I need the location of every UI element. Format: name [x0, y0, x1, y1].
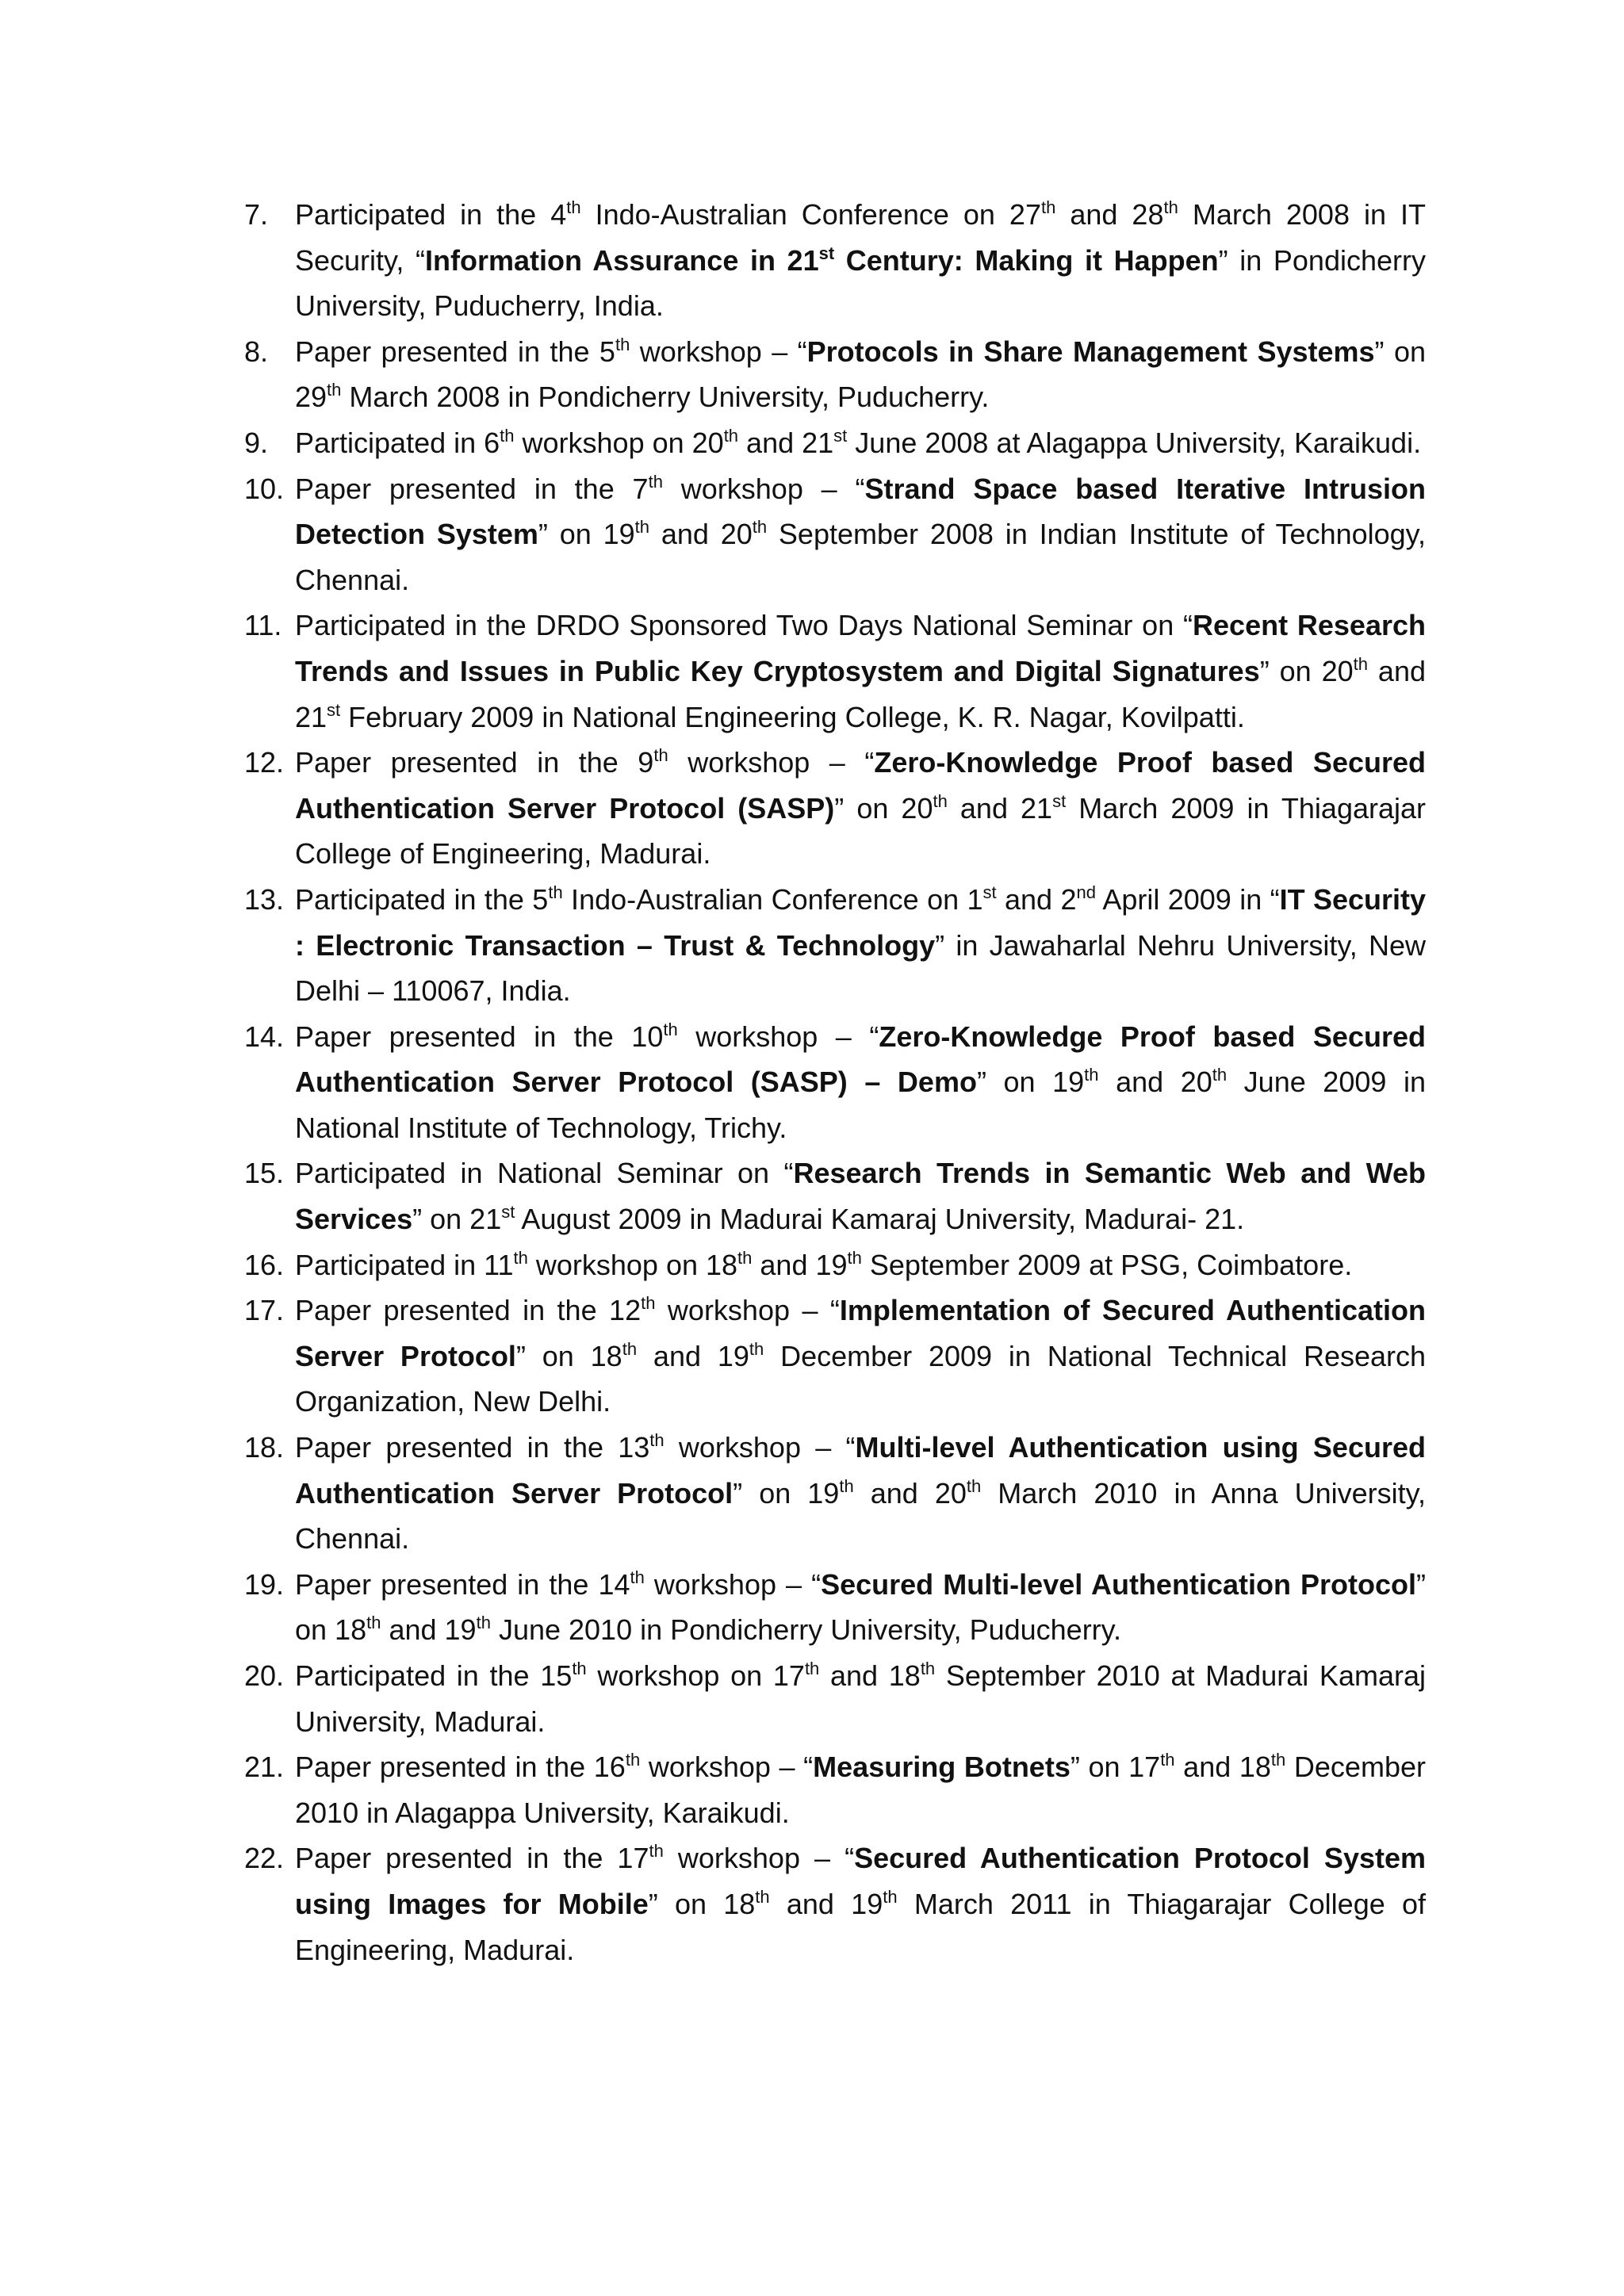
- list-item-text: [295, 1835, 1426, 1973]
- ordinal-suffix: th: [500, 425, 515, 446]
- body-text: and 21: [738, 426, 834, 459]
- ordinal-suffix: th: [572, 1659, 587, 1678]
- body-text: June 2010 in Pondicherry University, Puducherry.: [490, 1613, 1121, 1647]
- list-item: [238, 1835, 1426, 1973]
- ordinal-suffix: th: [752, 517, 768, 538]
- body-text: ” on 19: [733, 1476, 840, 1510]
- body-text: Participated in 11: [295, 1248, 514, 1281]
- title-text: Secured Multi-level Authentication Protocol: [821, 1567, 1416, 1601]
- title-text: Secured Authentication Protocol System using Images for Mobile: [295, 1842, 1427, 1920]
- title-text: Information Assurance in 21: [424, 243, 819, 277]
- title-text: Multi-level Authentication using Secured Authentication Server Protocol: [295, 1431, 1426, 1510]
- body-text: workshop – “: [664, 1431, 856, 1464]
- title-text: Recent Research Trends and Issues in Public Key Cryptosystem and Digital Signatures: [295, 609, 1426, 687]
- body-text: Paper presented in the 14: [295, 1567, 630, 1601]
- body-text: March 2008 in Pondicherry University, Puducherry.: [341, 381, 990, 414]
- ordinal-suffix: st: [327, 699, 341, 720]
- body-text: Paper presented in the 10: [295, 1020, 664, 1053]
- body-text: and 19: [381, 1613, 477, 1647]
- title-text: IT Security : Electronic Transaction – Trust & Technology: [295, 882, 1427, 962]
- list-item-number: [238, 603, 293, 649]
- list-item-number-label: 12.: [244, 746, 285, 779]
- body-text: Participated in the 15: [295, 1659, 573, 1692]
- body-text: and 21: [295, 654, 1426, 733]
- list-item-number-label: 22.: [244, 1842, 285, 1875]
- ordinal-suffix: th: [1163, 197, 1178, 217]
- title-text: Protocols in Share Management Systems: [806, 335, 1375, 368]
- list-item-number: [238, 329, 293, 375]
- list-item: [238, 1744, 1426, 1835]
- list-item-text: [295, 1425, 1426, 1562]
- list-item-number-label: 8.: [244, 335, 269, 368]
- list-item-text: [295, 1653, 1426, 1744]
- ordinal-suffix: th: [476, 1613, 491, 1633]
- list-item: [238, 192, 1426, 329]
- ordinal-suffix: st: [982, 882, 997, 902]
- body-text: and 20: [1098, 1066, 1212, 1099]
- title-text: Research Trends in Semantic Web and Web Services: [295, 1157, 1426, 1236]
- ordinal-suffix: th: [804, 1659, 820, 1678]
- list-item-text: [295, 1562, 1426, 1653]
- ordinal-suffix: th: [966, 1475, 982, 1496]
- title-text: Implementation of Secured Authentication Server Protocol: [295, 1294, 1426, 1372]
- body-text: workshop on 17: [586, 1659, 805, 1692]
- list-item-number: [238, 1835, 293, 1881]
- list-item-number-label: 19.: [244, 1567, 285, 1601]
- body-text: and 19: [637, 1339, 749, 1372]
- ordinal-suffix: th: [653, 745, 668, 766]
- body-text: Paper presented in the 5: [295, 335, 615, 368]
- body-text: Participated in the DRDO Sponsored Two Days National Seminar on “: [295, 609, 1193, 642]
- body-text: ” on 20: [1259, 654, 1354, 687]
- ordinal-suffix: th: [649, 1841, 664, 1862]
- body-text: ” on 21: [412, 1203, 502, 1236]
- list-item: [238, 603, 1426, 740]
- list-item: [238, 1425, 1426, 1562]
- body-text: Paper presented in the 12: [295, 1294, 642, 1327]
- list-item-number: [238, 1288, 293, 1334]
- body-text: February 2009 in National Engineering College, K. R. Nagar, Kovilpatti.: [340, 700, 1245, 733]
- title-text: Measuring Botnets: [813, 1751, 1071, 1784]
- ordinal-suffix: th: [847, 1247, 862, 1268]
- title-text: Century: Making it Happen: [834, 243, 1219, 277]
- body-text: ” on 18: [648, 1887, 756, 1920]
- list-item: [238, 1562, 1426, 1653]
- list-item-number-label: 18.: [244, 1431, 285, 1464]
- ordinal-suffix: st: [818, 243, 835, 263]
- list-item-text: [295, 329, 1426, 420]
- body-text: ” on 17: [1070, 1751, 1161, 1784]
- body-text: and 20: [649, 518, 753, 551]
- body-text: and 19: [769, 1887, 883, 1920]
- body-text: Paper presented in the 17: [295, 1842, 649, 1875]
- ordinal-suffix: th: [663, 1019, 678, 1039]
- list-item-text: [295, 1744, 1426, 1835]
- ordinal-suffix: th: [649, 1430, 665, 1451]
- list-item-number: [238, 466, 293, 512]
- ordinal-suffix: th: [622, 1338, 638, 1359]
- body-text: Indo-Australian Conference on 1: [562, 882, 983, 916]
- list-item: [238, 1014, 1426, 1151]
- list-item: [238, 420, 1426, 466]
- body-text: Participated in the 4: [295, 198, 567, 231]
- list-item: [238, 1242, 1426, 1288]
- body-text: workshop on 20: [514, 426, 724, 459]
- list-item-number-label: 17.: [244, 1294, 285, 1327]
- list-item-number-label: 10.: [244, 472, 285, 505]
- list-item: [238, 740, 1426, 877]
- body-text: workshop – “: [662, 472, 865, 505]
- body-text: workshop on 18: [527, 1248, 738, 1281]
- list-item-text: [295, 1150, 1426, 1242]
- list-item: [238, 329, 1426, 420]
- ordinal-suffix: th: [648, 471, 663, 492]
- body-text: June 2009 in National Institute of Technology, Trichy.: [295, 1066, 1426, 1144]
- body-text: ” in Pondicherry University, Puducherry, India.: [295, 243, 1426, 323]
- list-item-number: [238, 877, 293, 923]
- ordinal-suffix: th: [883, 1886, 898, 1907]
- ordinal-suffix: st: [501, 1202, 515, 1223]
- body-text: and 18: [1174, 1751, 1271, 1784]
- list-item-number-label: 21.: [244, 1751, 285, 1784]
- body-text: workshop – “: [655, 1294, 840, 1327]
- body-text: workshop – “: [677, 1020, 879, 1053]
- ordinal-suffix: th: [1212, 1065, 1228, 1085]
- body-text: March 2011 in Thiagarajar College of Engineering, Madurai.: [295, 1887, 1426, 1966]
- list-item-number-label: 11.: [244, 609, 282, 642]
- body-text: September 2010 at Madurai Kamaraj University, Madurai.: [295, 1659, 1426, 1738]
- body-text: ” on 20: [834, 791, 933, 825]
- list-item-number: [238, 1425, 293, 1471]
- body-text: Participated in the 5: [295, 882, 549, 916]
- body-text: and 2: [996, 882, 1077, 916]
- body-text: workshop – “: [644, 1567, 822, 1601]
- body-text: September 2009 at PSG, Coimbatore.: [861, 1248, 1353, 1281]
- ordinal-suffix: nd: [1076, 882, 1096, 902]
- list-item-number: [238, 1150, 293, 1196]
- ordinal-suffix: th: [641, 1293, 656, 1314]
- list-item-text: [295, 1288, 1426, 1425]
- body-text: March 2009 in Thiagarajar College of Engineering, Madurai.: [295, 791, 1427, 871]
- body-text: ” on 19: [538, 518, 635, 551]
- title-text: Zero-Knowledge Proof based Secured Authentication Server Protocol (SASP): [295, 746, 1426, 825]
- list-item-number-label: 14.: [244, 1020, 285, 1053]
- body-text: Paper presented in the 7: [295, 472, 649, 505]
- ordinal-suffix: th: [615, 334, 630, 354]
- body-text: Paper presented in the 9: [295, 746, 654, 779]
- body-text: and 28: [1055, 198, 1164, 231]
- title-text: Zero-Knowledge Proof based Secured Authentication Server Protocol (SASP) – Demo: [295, 1020, 1426, 1099]
- body-text: ” on 29: [295, 335, 1426, 414]
- ordinal-suffix: th: [366, 1613, 381, 1633]
- ordinal-suffix: th: [630, 1567, 645, 1587]
- body-text: March 2010 in Anna University, Chennai.: [295, 1476, 1426, 1556]
- ordinal-suffix: th: [513, 1247, 528, 1268]
- ordinal-suffix: th: [327, 380, 342, 400]
- list-item-number: [238, 192, 293, 238]
- ordinal-suffix: th: [933, 790, 948, 811]
- list-item: [238, 1150, 1426, 1242]
- ordinal-suffix: st: [1052, 790, 1067, 811]
- list-item-number-label: 20.: [244, 1659, 285, 1692]
- list-item-number-label: 13.: [244, 882, 285, 916]
- body-text: Participated in 6: [295, 426, 500, 459]
- list-item-text: [295, 1242, 1426, 1288]
- body-text: Indo-Australian Conference on 27: [580, 198, 1041, 231]
- list-item-text: [295, 877, 1426, 1014]
- list-item: [238, 877, 1426, 1014]
- ordinal-suffix: th: [1084, 1065, 1099, 1085]
- ordinal-suffix: th: [839, 1475, 854, 1496]
- list-item-text: [295, 420, 1426, 466]
- ordinal-suffix: th: [634, 517, 649, 538]
- ordinal-suffix: th: [755, 1886, 770, 1907]
- ordinal-suffix: th: [1160, 1750, 1175, 1770]
- body-text: June 2008 at Alagappa University, Karaikudi.: [847, 426, 1422, 459]
- list-item-text: [295, 603, 1426, 740]
- list-item-number: [238, 740, 293, 786]
- activity-list: [238, 192, 1426, 1973]
- body-text: Paper presented in the 16: [295, 1751, 626, 1784]
- list-item-number: [238, 420, 293, 466]
- ordinal-suffix: st: [833, 425, 848, 446]
- list-item-number-label: 16.: [244, 1248, 285, 1281]
- ordinal-suffix: th: [749, 1338, 764, 1359]
- list-item-text: [295, 466, 1426, 603]
- list-item-text: [295, 192, 1426, 329]
- list-item-number-label: 15.: [244, 1157, 285, 1190]
- body-text: September 2008 in Indian Institute of Technology, Chennai.: [295, 518, 1427, 596]
- ordinal-suffix: th: [1040, 197, 1056, 217]
- body-text: and 20: [853, 1476, 967, 1510]
- body-text: ” on 19: [976, 1066, 1085, 1099]
- body-text: December 2009 in National Technical Research Organization, New Delhi.: [295, 1339, 1427, 1418]
- body-text: workshop – “: [630, 335, 807, 368]
- list-item-number: [238, 1653, 293, 1699]
- ordinal-suffix: th: [723, 425, 739, 446]
- list-item: [238, 1653, 1426, 1744]
- list-item-number: [238, 1562, 293, 1608]
- list-item: [238, 466, 1426, 603]
- list-item-number: [238, 1242, 293, 1288]
- body-text: and 18: [819, 1659, 921, 1692]
- body-text: ” on 18: [515, 1339, 622, 1372]
- list-item-number-label: 9.: [244, 426, 269, 459]
- body-text: Participated in National Seminar on “: [295, 1157, 794, 1190]
- body-text: ” in Jawaharlal Nehru University, New Delhi – 110067, India.: [295, 928, 1426, 1008]
- ordinal-suffix: th: [1353, 653, 1368, 674]
- body-text: March 2008 in IT Security, “: [295, 198, 1427, 277]
- ordinal-suffix: th: [1270, 1750, 1286, 1770]
- list-item-text: [295, 740, 1426, 877]
- list-item: [238, 1288, 1426, 1425]
- body-text: workshop – “: [663, 1842, 855, 1875]
- list-item-number: [238, 1744, 293, 1790]
- body-text: ” on 18: [295, 1567, 1426, 1647]
- title-text: Strand Space based Iterative Intrusion Detection System: [295, 472, 1426, 551]
- body-text: April 2009 in “: [1095, 882, 1280, 916]
- body-text: and 19: [752, 1248, 848, 1281]
- list-item-number-label: 7.: [244, 198, 269, 231]
- list-item-text: [295, 1014, 1426, 1151]
- ordinal-suffix: th: [920, 1659, 936, 1678]
- body-text: Paper presented in the 13: [295, 1431, 650, 1464]
- body-text: December 2010 in Alagappa University, Karaikudi.: [295, 1751, 1426, 1829]
- body-text: and 21: [947, 791, 1053, 825]
- ordinal-suffix: th: [566, 197, 581, 217]
- ordinal-suffix: th: [625, 1750, 641, 1770]
- body-text: August 2009 in Madurai Kamaraj University, Madurai- 21.: [515, 1203, 1245, 1236]
- ordinal-suffix: th: [737, 1247, 753, 1268]
- body-text: workshop – “: [668, 746, 875, 779]
- list-item-number: [238, 1014, 293, 1060]
- ordinal-suffix: th: [548, 882, 563, 902]
- body-text: workshop – “: [640, 1751, 814, 1784]
